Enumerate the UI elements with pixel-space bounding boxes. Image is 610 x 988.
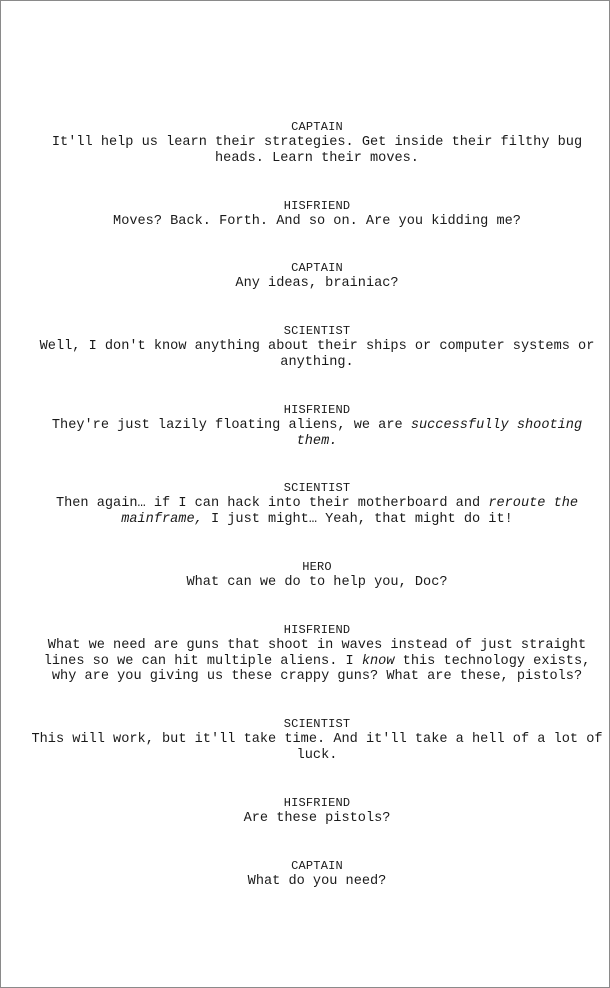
dialogue-block [1, 716, 610, 764]
dialogue-emphasis: successfully shooting [410, 417, 583, 433]
character-name: HISFRIEND [283, 402, 351, 417]
dialogue-line [1, 654, 610, 670]
character-name: HISFRIEND [283, 795, 351, 810]
dialogue-block [1, 323, 610, 371]
dialogue-block [1, 559, 610, 591]
dialogue-line [1, 339, 610, 355]
dialogue-text: Well, I don't know anything about their ships or computer systems or [39, 339, 595, 355]
character-name: HISFRIEND [283, 198, 351, 213]
dialogue-line [1, 669, 610, 685]
dialogue-text: What can we do to help you, Doc? [186, 574, 448, 590]
dialogue-text: this technology exists, [394, 653, 591, 669]
dialogue-text: Are these pistols? [243, 810, 391, 826]
dialogue-text: heads. Learn their moves. [215, 150, 419, 166]
dialogue-line [1, 276, 610, 292]
dialogue-text: It'll help us learn their strategies. Get inside their filthy bug [51, 135, 583, 150]
dialogue-line [1, 355, 610, 371]
character-name: SCIENTIST [283, 481, 351, 496]
character-name: CAPTAIN [291, 120, 343, 134]
dialogue-text: anything. [280, 354, 354, 370]
character-name: SCIENTIST [283, 717, 351, 732]
dialogue-block [1, 795, 610, 827]
dialogue-text: This will work, but it'll take time. And it'll take a hell of a lot of [31, 732, 603, 748]
dialogue-text: luck. [296, 747, 338, 763]
dialogue-line [1, 811, 610, 827]
dialogue-emphasis: know [361, 653, 395, 669]
dialogue-line [1, 874, 610, 890]
character-name: HISFRIEND [283, 622, 351, 637]
dialogue-text: They're just lazily floating aliens, we are [51, 417, 411, 433]
dialogue-text: What do you need? [247, 873, 387, 889]
dialogue-block [1, 260, 610, 292]
dialogue-text: Any ideas, brainiac? [235, 276, 399, 292]
dialogue-line [1, 512, 610, 528]
dialogue-line [1, 135, 610, 151]
character-name: CAPTAIN [291, 261, 343, 276]
dialogue-line [1, 575, 610, 591]
dialogue-text: Then again… if I can hack into their motherboard and [55, 496, 489, 512]
dialogue-line [1, 732, 610, 748]
dialogue-emphasis: reroute the [488, 496, 579, 512]
dialogue-block [1, 119, 610, 167]
screenplay-dialogue [1, 119, 610, 920]
dialogue-line [1, 151, 610, 167]
dialogue-text: I just might… Yeah, that might do it! [202, 512, 513, 528]
dialogue-line [1, 496, 610, 512]
dialogue-text: What we need are guns that shoot in waves instead of just straight [47, 637, 587, 653]
dialogue-text: lines so we can hit multiple aliens. I [43, 653, 362, 669]
dialogue-emphasis: them. [296, 433, 338, 449]
character-name: HERO [302, 559, 332, 574]
dialogue-line [1, 418, 610, 434]
dialogue-text: why are you giving us these crappy guns? What are these, pistols? [51, 669, 583, 685]
dialogue-line [1, 434, 610, 450]
dialogue-emphasis: mainframe, [121, 512, 203, 528]
dialogue-line [1, 214, 610, 230]
dialogue-line [1, 638, 610, 654]
dialogue-block [1, 622, 610, 685]
dialogue-block [1, 858, 610, 890]
dialogue-line [1, 748, 610, 764]
dialogue-block [1, 402, 610, 450]
dialogue-block [1, 198, 610, 230]
character-name: SCIENTIST [283, 324, 351, 339]
dialogue-text: Moves? Back. Forth. And so on. Are you kidding me? [113, 213, 521, 229]
dialogue-block [1, 480, 610, 528]
character-name: CAPTAIN [291, 858, 343, 873]
